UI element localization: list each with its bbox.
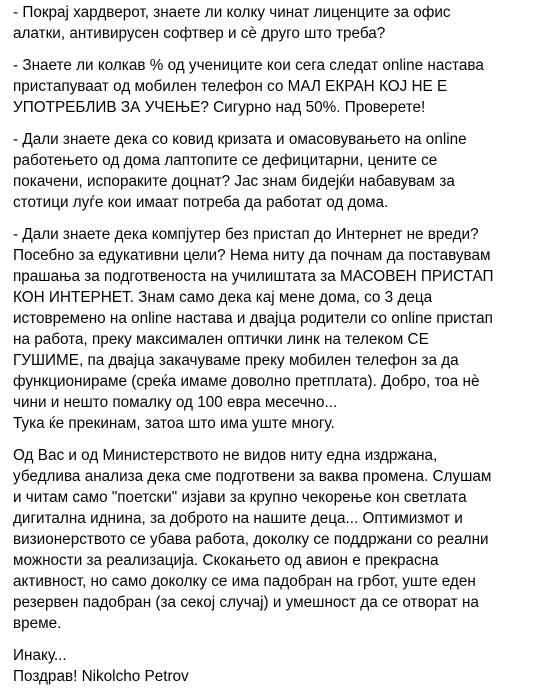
text-line: УПОТРЕБЛИВ ЗА УЧЕЊЕ? Сигурно над 50%. Проверете! [13,99,426,116]
text-line: и читам само "поетски" изјави за крупно чекорење кон светлата [13,489,467,506]
text-line: Тука ќе прекинам, затоа што има уште многу. [13,415,335,432]
text-line: убедлива анализа дека сме подготвени за ваква промена. Слушам [13,468,492,485]
paragraph-ministry-analysis [13,445,527,634]
text-line: работењето од дома лаптопите се дефицитарни, цените се [13,152,438,169]
text-line: можности за реализација. Скокањето од авион е прекрасна [13,552,439,569]
post-body [13,2,527,687]
text-line: чини и нешто помалку од 100 евра месечно... [13,394,338,411]
paragraph-internet-access [13,224,527,434]
text-line: Посебно за едукативни цели? Нема ниту да почнам да поставувам [13,247,491,264]
paragraph-signature [13,645,527,687]
text-line: истовремено на online настава и двајца родители со online пристап [13,310,493,327]
text-line: Од Вас и од Министерството не видов ниту една издржана, [13,447,438,464]
signature-line: Поздрав! Nikolcho Petrov [13,668,189,685]
text-line: алатки, антивирусен софтвер и сѐ друго што треба? [13,25,386,42]
text-line: - Дали знаете дека со ковид кризата и омасовувањето на online [13,131,467,148]
text-line: време. [13,615,62,632]
text-line: Инаку... [13,647,67,664]
text-line: визионерството се убава работа, доколку се поддржани со реални [13,531,489,548]
text-line: резервен падобран (за секој случај) и умешност да се отворат на [13,594,479,611]
text-line: дигитална иднина, за доброто на нашите деца... Оптимизмот и [13,510,463,527]
text-line: функционираме (среќа имаме доволно претплата). Добро, тоа нѐ [13,373,480,390]
text-line: прашања за подготвеноста на училиштата за МАСОВЕН ПРИСТАП [13,268,494,285]
text-line: ГУШИМЕ, па двајца закачуваме преку мобилен телефон за да [13,352,459,369]
paragraph-mobile-students [13,55,527,118]
paragraph-licenses [13,2,527,44]
text-line: - Дали знаете дека компјутер без пристап до Интернет не вреди? [13,226,479,243]
text-line: на работа, преку максимален оптички линк на телеком СЕ [13,331,429,348]
text-line: КОН ИНТЕРНЕТ. Знам само дека кај мене дома, со 3 деца [13,289,433,306]
text-line: пристапуваат од мобилен телефон со МАЛ ЕКРАН КОЈ НЕ Е [13,78,448,95]
text-line: стотици луѓе кои имаат потреба да работат од дома. [13,194,389,211]
text-line: покачени, испораките доцнат? Јас знам бидејќи набавувам за [13,173,455,190]
paragraph-laptop-shortage [13,129,527,213]
text-line: - Покрај хардверот, знаете ли колку чинат лиценците за офис [13,4,451,21]
text-line: - Знаете ли колкав % од учениците кои сега следат online настава [13,57,484,74]
text-line: активност, но само доколку се има падобран на грбот, уште еден [13,573,476,590]
